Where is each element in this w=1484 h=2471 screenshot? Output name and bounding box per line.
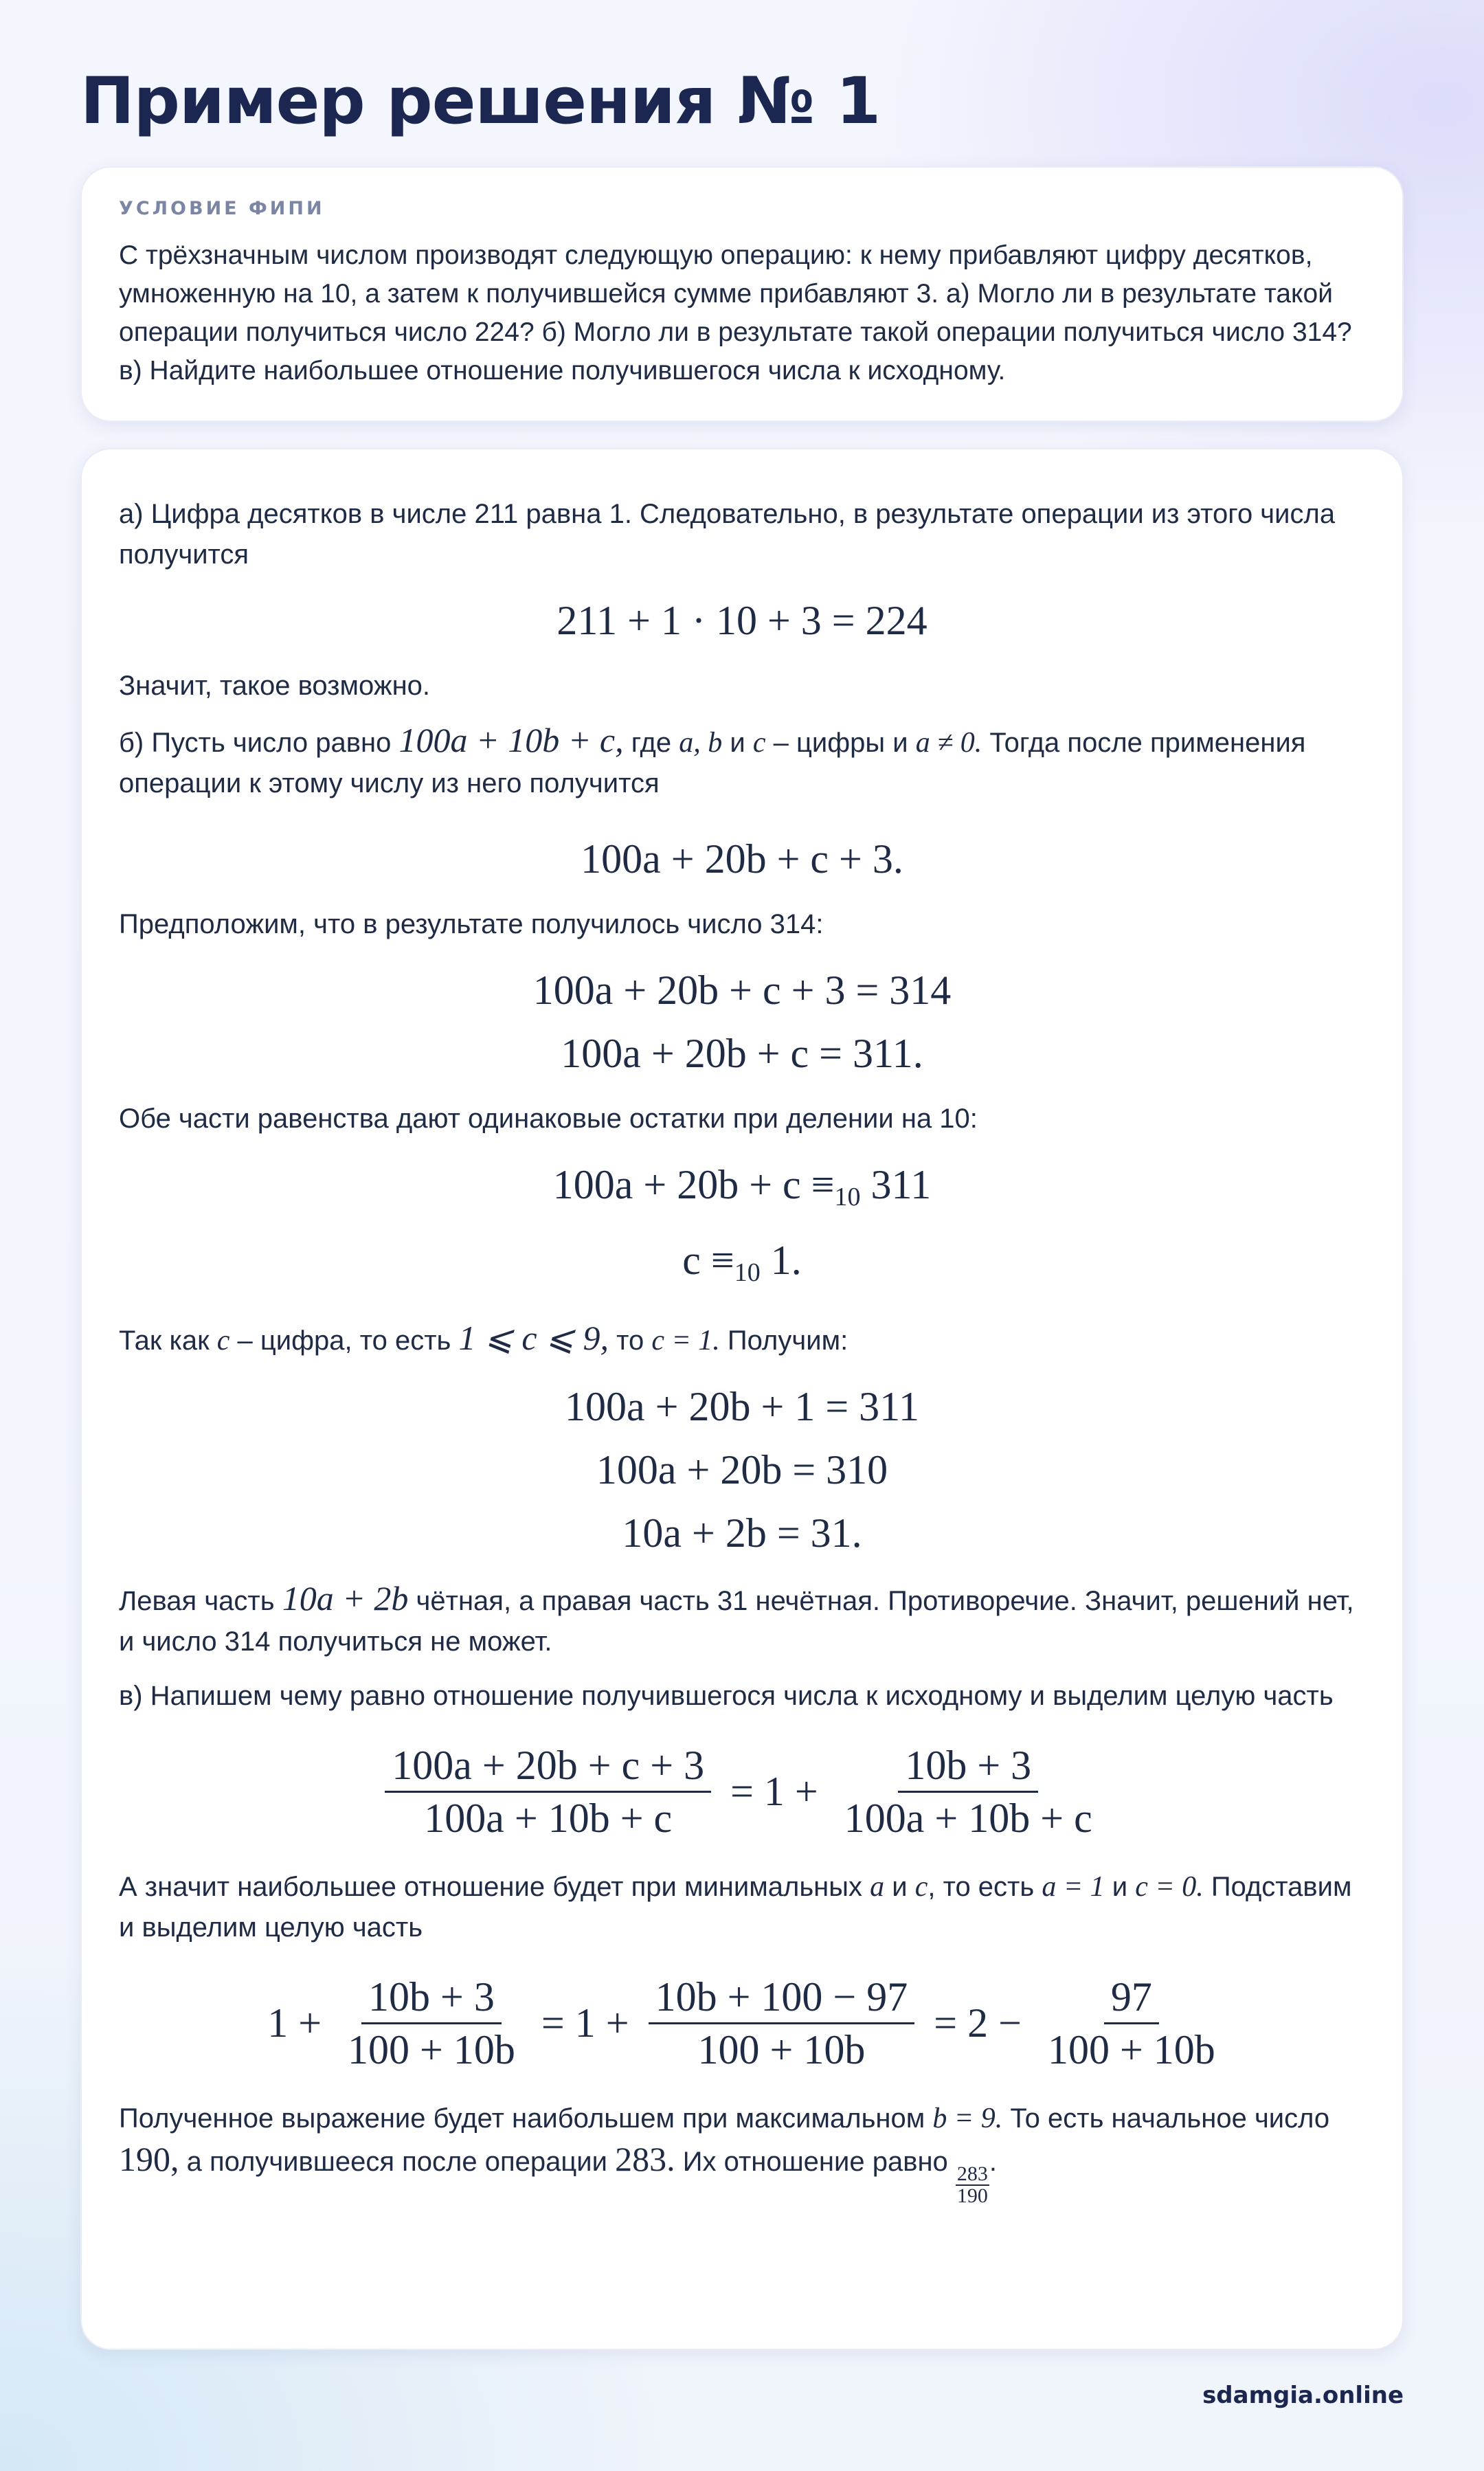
part-c-substitution	[119, 1971, 1365, 2075]
part-b-equation-6: 10a + 2b = 31.	[622, 1510, 862, 1556]
part-a-text: а) Цифра десятков в числе 211 равна 1. Следовательно, в результате операции из этого числа получится	[119, 499, 1336, 570]
math-inline: 10a + 2b	[282, 1579, 409, 1618]
text-span: то	[608, 1326, 652, 1356]
math-inline: c	[914, 1871, 928, 1903]
fraction-denominator: 100a + 10b + c	[844, 1796, 1092, 1841]
text-span: , то есть	[928, 1872, 1042, 1902]
math-operator: = 2 −	[934, 2000, 1022, 2046]
part-b-assume: Предположим, что в результате получилось число 314:	[119, 909, 824, 939]
math-span: 100a + 20b + c ≡	[552, 1162, 835, 1207]
text-span: – цифры и	[765, 728, 916, 758]
math-span: 1.	[760, 1238, 802, 1283]
math-inline: 100a + 10b + c,	[398, 721, 624, 759]
math-span: c ≡	[682, 1238, 734, 1283]
text-span: а получившееся после операции	[179, 2147, 616, 2177]
fraction-denominator: 100 + 10b	[1047, 2027, 1215, 2072]
fraction	[385, 1740, 711, 1844]
text-span: б) Пусть число равно	[119, 728, 399, 758]
text-span: .	[989, 2147, 998, 2177]
text-span: Тогда после применения операции к этому числу из него получится	[119, 728, 1306, 798]
part-b-equation-3: 100a + 20b + c = 311.	[561, 1031, 923, 1076]
part-b-intro	[119, 720, 1365, 804]
fraction-numerator: 10b + 100 − 97	[649, 1971, 915, 2024]
condition-text: С трёхзначным числом производят следующую операцию: к нему прибавляют цифру десятков, умноженную на 10, а затем к получившейся сумме прибавляют 3. а) Могло ли в результате такой операции получиться число 224? б) Могло ли в результате такой операции получиться число 314? в) Найдите наибольшее отношение получившегося числа к исходному.	[119, 241, 1352, 385]
math-operator: 1 +	[267, 2000, 322, 2046]
fraction-denominator: 100 + 10b	[697, 2027, 866, 2072]
fraction-numerator: 10b + 3	[898, 1740, 1038, 1793]
part-b-contradiction	[119, 1578, 1365, 1662]
fraction-numerator: 100a + 20b + c + 3	[385, 1740, 711, 1793]
part-c-minimal	[119, 1867, 1365, 1948]
text-span: Подставим и выделим целую часть	[119, 1872, 1352, 1943]
part-a-equation: 211 + 1 · 10 + 3 = 224	[556, 598, 928, 643]
part-a-conclusion: Значит, такое возможно.	[119, 671, 431, 701]
text-span: где	[623, 728, 679, 758]
part-b-since	[119, 1318, 1365, 1361]
brand-logo-text[interactable]: sdamgia.online	[1202, 2382, 1404, 2409]
condition-label: УСЛОВИЕ ФИПИ	[119, 198, 325, 219]
math-inline: 283.	[615, 2140, 675, 2178]
text-span: и	[1104, 1872, 1136, 1902]
text-span: Полученное выражение будет наибольшем при максимальном	[119, 2103, 933, 2134]
math-inline: b = 9.	[932, 2103, 1003, 2134]
math-inline: a = 1	[1042, 1871, 1105, 1903]
modulus-subscript: 10	[834, 1183, 861, 1211]
part-b-equation-4: 100a + 20b + 1 = 311	[565, 1384, 919, 1429]
text-span: чётная, а правая часть 31 нечётная. Противоречие. Значит, решений нет, и число 314 получиться не может.	[119, 1586, 1354, 1657]
part-b-mod-text: Обе части равенства дают одинаковые остатки при делении на 10:	[119, 1104, 978, 1134]
part-b-equation-2: 100a + 20b + c + 3 = 314	[532, 968, 952, 1013]
math-inline: a, b	[679, 727, 723, 759]
text-span: Так как	[119, 1326, 217, 1356]
fraction-denominator: 190	[956, 2184, 988, 2207]
condition-card	[80, 166, 1404, 422]
math-operator: = 1 +	[541, 2000, 629, 2046]
math-inline: c	[752, 727, 766, 759]
math-inline: c = 1.	[651, 1325, 720, 1356]
text-span: – цифра, то есть	[229, 1326, 459, 1356]
fraction-denominator: 100a + 10b + c	[424, 1796, 673, 1841]
part-c-text: в) Напишем чему равно отношение получившегося числа к исходному и выделим целую часть	[119, 1681, 1334, 1711]
fraction-numerator: 97	[1104, 1971, 1159, 2024]
text-span: Левая часть	[119, 1586, 282, 1616]
text-span: Получим:	[719, 1326, 848, 1356]
fraction	[649, 1971, 915, 2075]
part-b-equation-1: 100a + 20b + c + 3.	[581, 836, 903, 882]
math-inline: 1 ⩽ c ⩽ 9,	[458, 1319, 609, 1357]
solution-card	[80, 448, 1404, 2350]
math-inline: 190,	[119, 2140, 179, 2178]
text-span: То есть начальное число	[1002, 2103, 1330, 2134]
text-span: А значит наибольшее отношение будет при минимальных	[119, 1872, 870, 1902]
text-span: и	[884, 1872, 915, 1902]
part-b-mod-1	[119, 1153, 1365, 1229]
fraction-numerator: 283	[956, 2162, 988, 2185]
math-inline: a	[870, 1871, 885, 1903]
part-b-mod-2	[119, 1229, 1365, 1304]
text-span: и	[722, 728, 753, 758]
math-inline: a ≠ 0.	[915, 727, 982, 759]
fraction-denominator: 100 + 10b	[348, 2027, 515, 2072]
math-operator: = 1 +	[730, 1769, 818, 1814]
math-span: 311	[860, 1162, 932, 1207]
text-span: Их отношение равно	[675, 2147, 956, 2177]
fraction-numerator: 10b + 3	[361, 1971, 502, 2024]
part-c-fraction-equation	[119, 1740, 1365, 1844]
fraction	[341, 1971, 522, 2075]
part-b-equation-5: 100a + 20b = 310	[596, 1447, 888, 1492]
part-c-final	[119, 2099, 1365, 2206]
modulus-subscript: 10	[734, 1258, 761, 1287]
math-inline: c = 0.	[1135, 1871, 1204, 1903]
math-inline: c	[216, 1325, 230, 1356]
fraction	[1041, 1971, 1222, 2075]
ratio-fraction	[956, 2164, 989, 2206]
page-title: Пример решения № 1	[80, 64, 881, 139]
fraction	[837, 1740, 1099, 1844]
